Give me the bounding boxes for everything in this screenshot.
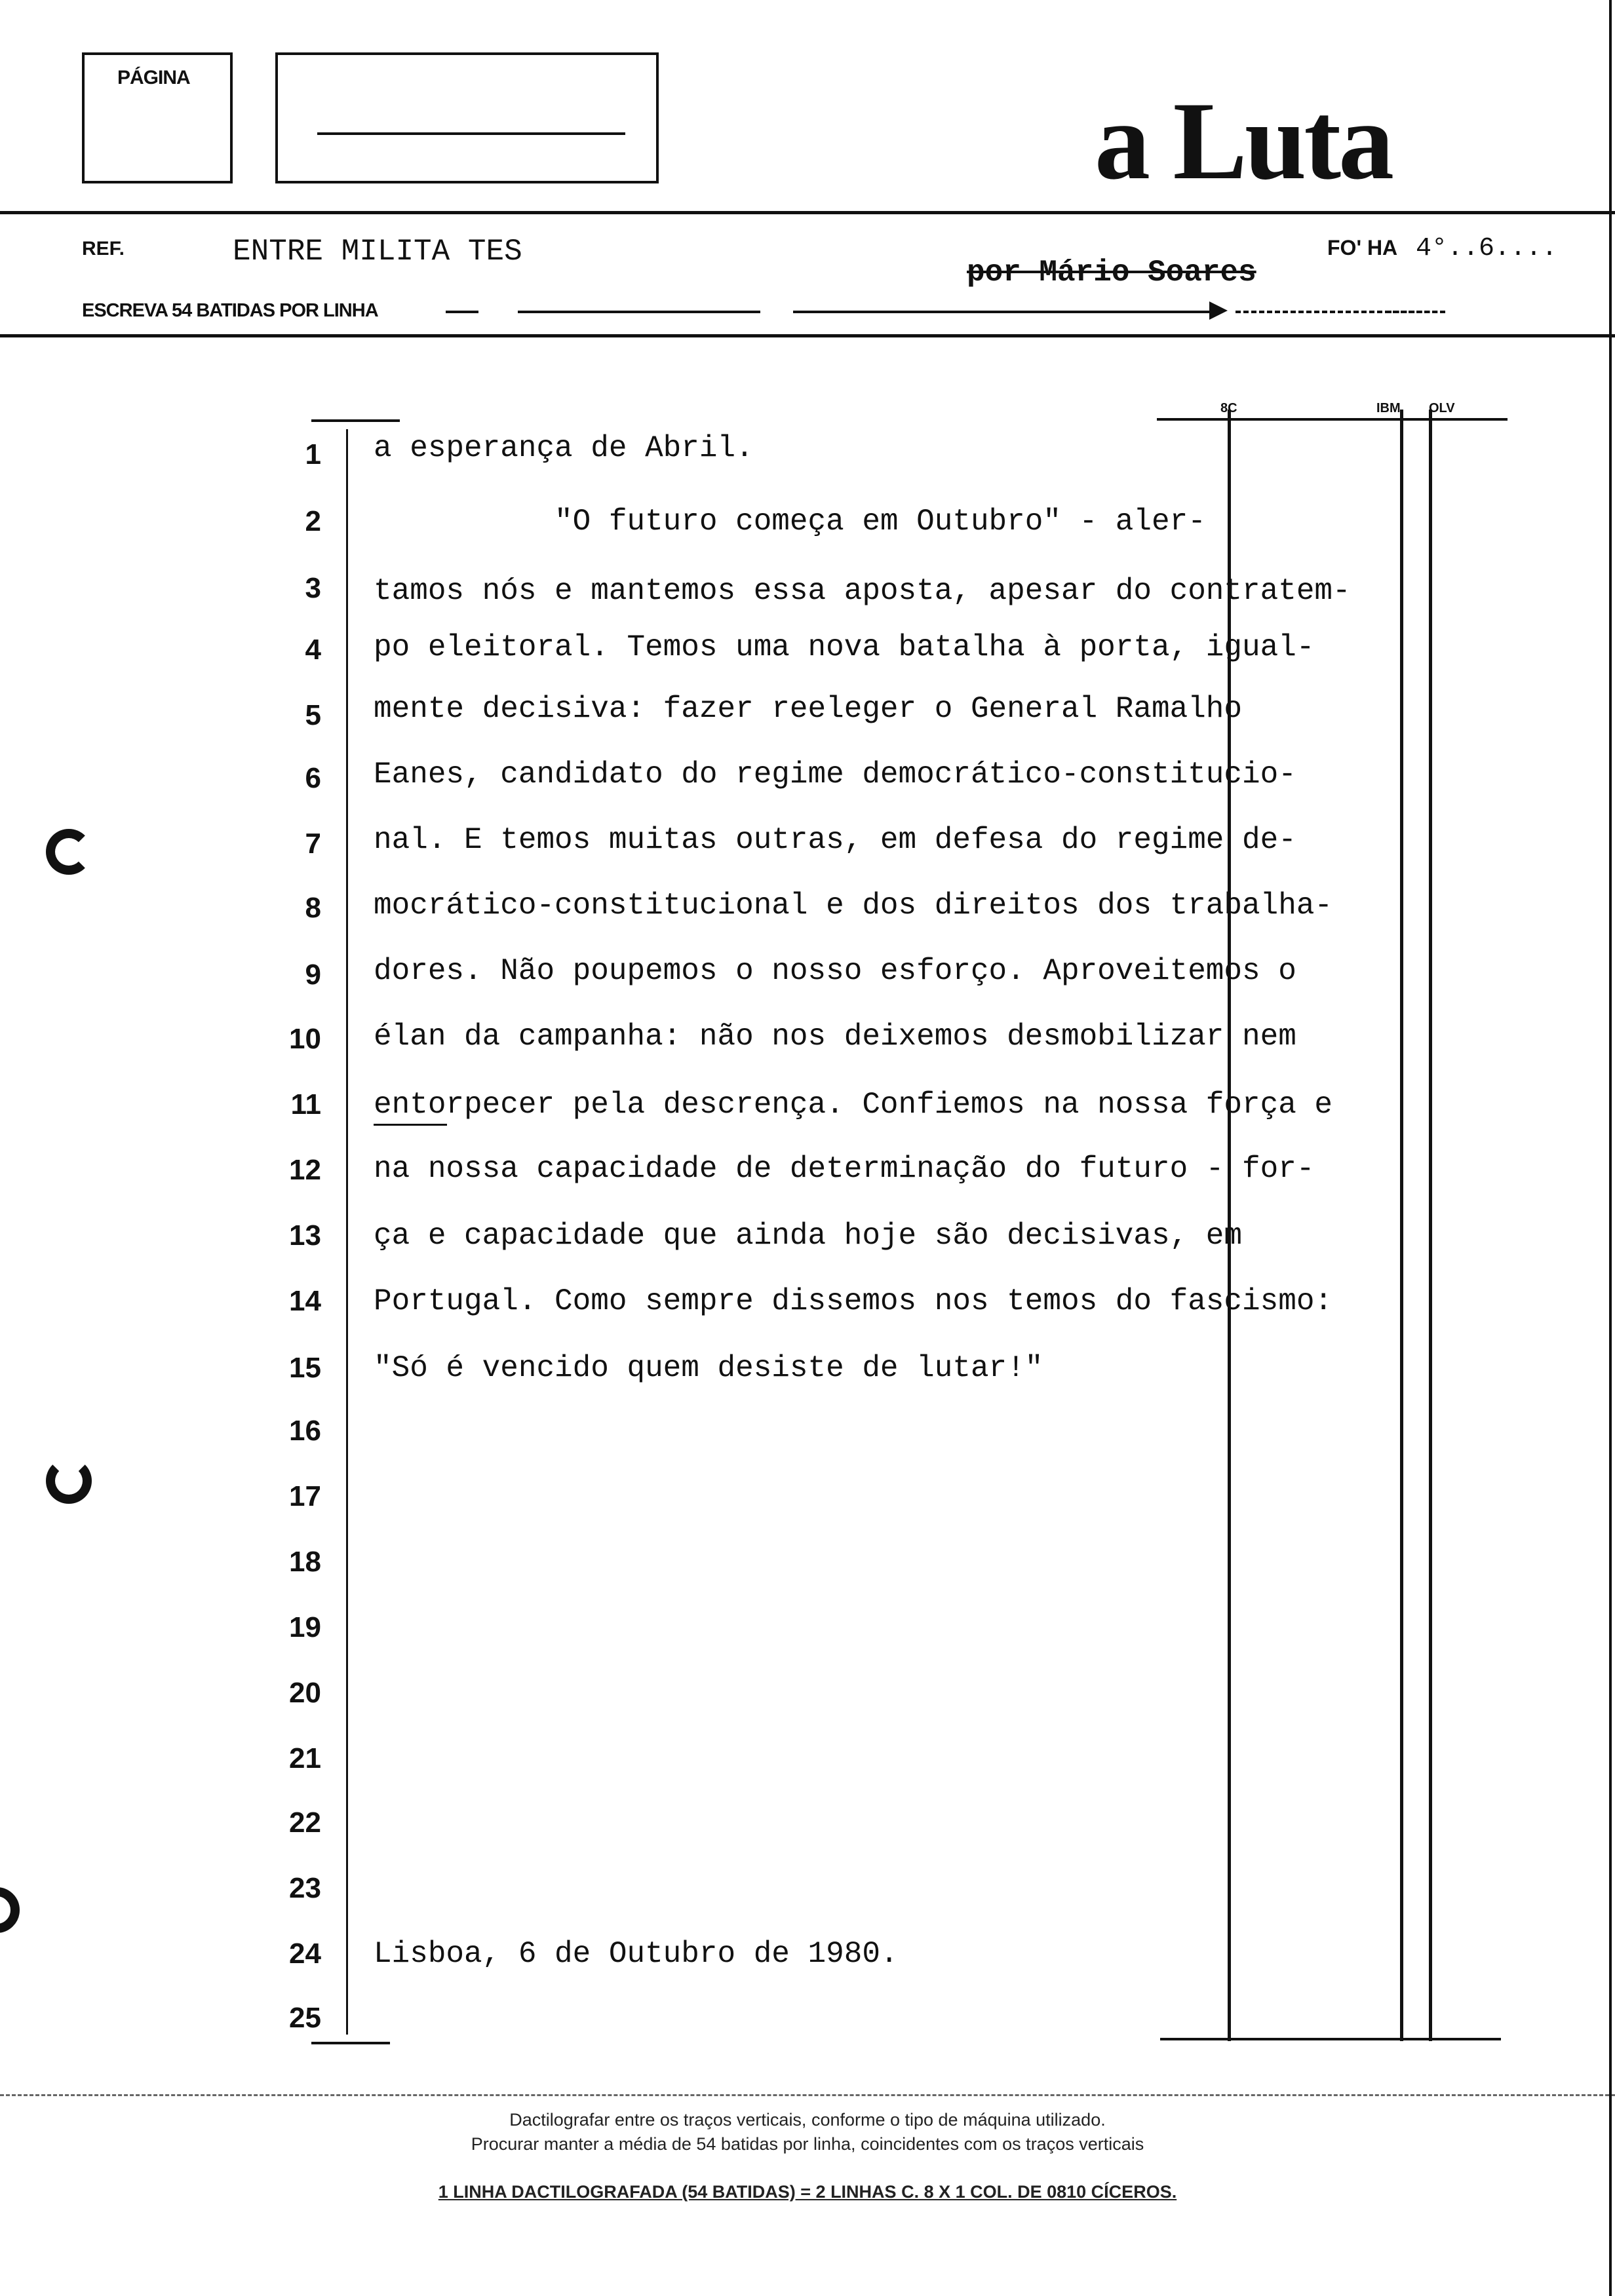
footer-instruction-2: Procurar manter a média de 54 batidas por linha, coincidentes com os traços verticais bbox=[471, 2134, 1144, 2154]
elan-underline bbox=[374, 1124, 447, 1126]
binder-hole-bottom bbox=[0, 1887, 20, 1933]
footer-instruction-3: 1 LINHA DACTILOGRAFADA (54 BATIDAS) = 2 LINHAS C. 8 X 1 COL. DE 0810 CÍCEROS. bbox=[438, 2182, 1177, 2202]
line-number: 12 bbox=[289, 1154, 321, 1186]
line-number: 6 bbox=[305, 762, 321, 794]
column-mark-ibm: IBM bbox=[1376, 401, 1401, 415]
logo: a Luta bbox=[1095, 79, 1392, 202]
line-number: 10 bbox=[289, 1023, 321, 1055]
pagina-label: PÁGINA bbox=[117, 67, 190, 88]
typed-line: "Só é vencido quem desiste de lutar!" bbox=[374, 1351, 1043, 1385]
instruction-dotted-2 bbox=[1386, 311, 1445, 313]
line-number: 13 bbox=[289, 1219, 321, 1252]
line-number: 4 bbox=[305, 634, 321, 666]
instruction-dash-1 bbox=[446, 311, 478, 313]
ref-value: ENTRE MILITA TES bbox=[233, 235, 522, 269]
typing-instruction: ESCREVA 54 BATIDAS POR LINHA bbox=[82, 300, 378, 321]
line-number: 22 bbox=[289, 1807, 321, 1839]
typed-line: nal. E temos muitas outras, em defesa do regime de- bbox=[374, 823, 1296, 857]
line-number: 20 bbox=[289, 1677, 321, 1709]
line-number: 14 bbox=[289, 1285, 321, 1317]
line-number: 9 bbox=[305, 959, 321, 991]
line-number: 7 bbox=[305, 828, 321, 860]
column-line-ibm bbox=[1400, 410, 1403, 2041]
line-number: 3 bbox=[305, 572, 321, 604]
page-number-underline bbox=[317, 132, 625, 135]
binder-hole-top bbox=[46, 829, 92, 875]
typed-line: élan da campanha: não nos deixemos desmobilizar nem bbox=[374, 1020, 1296, 1054]
typed-line: a esperança de Abril. bbox=[374, 431, 754, 465]
footer-rule bbox=[0, 2094, 1615, 2096]
grid-bottom-left-rule bbox=[311, 2042, 390, 2044]
typed-line: ça e capacidade que ainda hoje são decisivas, em bbox=[374, 1219, 1243, 1253]
author-line: por Mário Soares bbox=[967, 256, 1256, 290]
line-number: 18 bbox=[289, 1546, 321, 1578]
ref-label: REF. bbox=[82, 238, 125, 259]
column-line-olv bbox=[1429, 410, 1432, 2041]
line-number: 25 bbox=[289, 2002, 321, 2034]
column-mark-8c: 8C bbox=[1220, 401, 1237, 415]
column-mark-olv: OLV bbox=[1429, 401, 1455, 415]
typed-line: mocrático-constitucional e dos direitos dos trabalha- bbox=[374, 889, 1333, 923]
typed-line: po eleitoral. Temos uma nova batalha à porta, igual- bbox=[374, 630, 1315, 664]
header-rule-bottom bbox=[0, 334, 1615, 337]
typed-line: mente decisiva: fazer reeleger o General Ramalho bbox=[374, 692, 1243, 726]
grid-top-left-rule bbox=[311, 419, 400, 422]
left-margin-line bbox=[346, 429, 348, 2035]
line-number: 1 bbox=[305, 438, 321, 470]
line-number: 23 bbox=[289, 1872, 321, 1904]
pagina-box bbox=[82, 52, 233, 183]
footer-instruction-1: Dactilografar entre os traços verticais, conforme o tipo de máquina utilizado. bbox=[509, 2110, 1106, 2130]
line-number: 21 bbox=[289, 1742, 321, 1774]
instruction-dash-3 bbox=[793, 311, 1213, 313]
line-number: 19 bbox=[289, 1611, 321, 1643]
line-number: 11 bbox=[290, 1088, 321, 1120]
instruction-dash-2 bbox=[518, 311, 760, 313]
typed-line: Eanes, candidato do regime democrático-constitucio- bbox=[374, 757, 1296, 792]
typed-line: Lisboa, 6 de Outubro de 1980. bbox=[374, 1937, 899, 1971]
instruction-arrow bbox=[1209, 301, 1228, 320]
typed-line: dores. Não poupemos o nosso esforço. Aproveitemos o bbox=[374, 954, 1296, 988]
folha-value: 4°..6.... bbox=[1416, 234, 1558, 263]
line-number: 24 bbox=[289, 1938, 321, 1970]
grid-bottom-right-rule bbox=[1160, 2038, 1501, 2040]
typed-line: na nossa capacidade de determinação do futuro - for- bbox=[374, 1152, 1315, 1186]
line-number: 17 bbox=[289, 1480, 321, 1512]
line-number: 16 bbox=[289, 1415, 321, 1447]
typed-line: Portugal. Como sempre dissemos nos temos do fascismo: bbox=[374, 1284, 1333, 1318]
typed-line: tamos nós e mantemos essa aposta, apesar do contratem- bbox=[374, 574, 1351, 608]
page-number-box bbox=[275, 52, 659, 183]
line-number: 15 bbox=[289, 1352, 321, 1384]
paper-edge bbox=[1609, 0, 1612, 2296]
line-number: 5 bbox=[305, 699, 321, 731]
folha-label: FO' HA bbox=[1327, 236, 1398, 259]
line-number: 2 bbox=[305, 505, 321, 537]
grid-top-right-rule bbox=[1157, 418, 1508, 421]
line-number: 8 bbox=[305, 892, 321, 924]
header-rule-top bbox=[0, 211, 1615, 214]
typed-line: entorpecer pela descrença. Confiemos na nossa força e bbox=[374, 1088, 1333, 1122]
binder-hole-middle bbox=[46, 1458, 92, 1504]
typed-line: "O futuro começa em Outubro" - aler- bbox=[374, 505, 1206, 539]
